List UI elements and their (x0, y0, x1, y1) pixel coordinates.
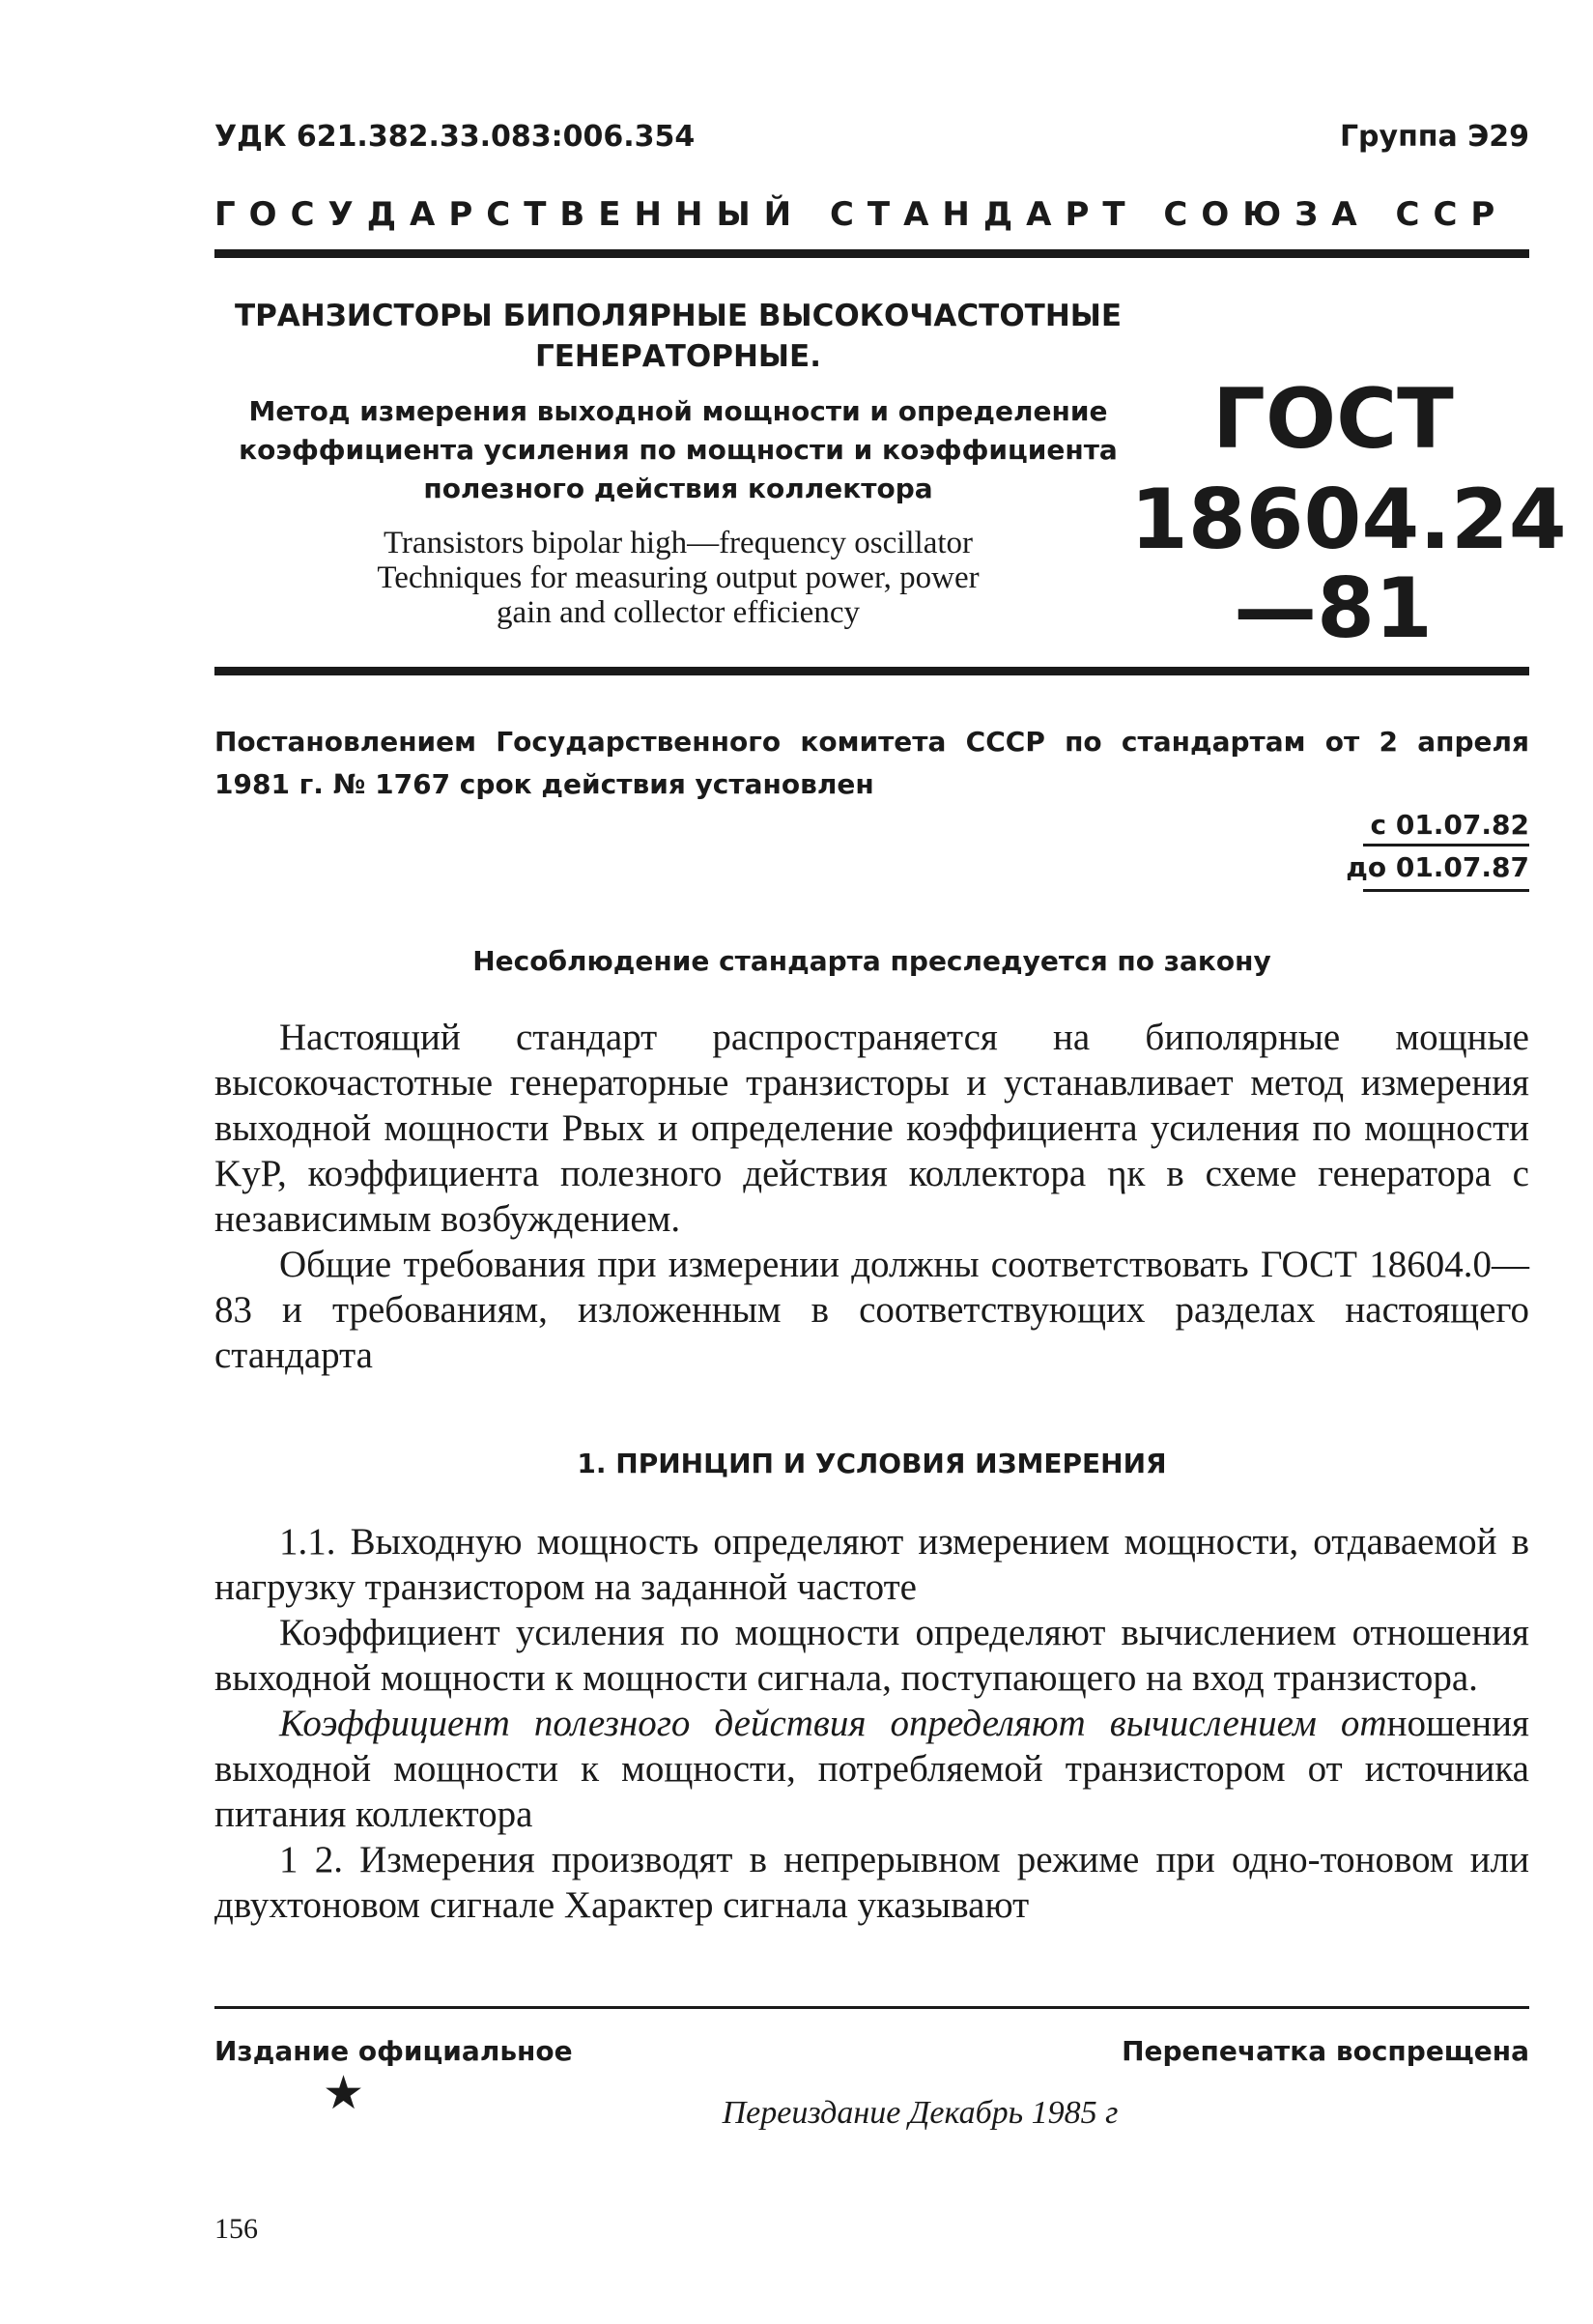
title-method-line: коэффициента усиления по мощности и коэффициента (239, 434, 1118, 466)
section-paragraph: 1 2. Измерения производят в непрерывном режиме при одно-тоновом или двухтоновом сигнале Характер сигнала указывают (214, 1839, 1529, 1926)
title-method (214, 392, 1142, 508)
intro-text (214, 1015, 1529, 1378)
gost-label: ГОСТ (1212, 371, 1454, 468)
title-english (214, 526, 1142, 630)
title-bottom-rule (214, 667, 1529, 675)
date-rule (1363, 889, 1529, 892)
legal-warning: Несоблюдение стандарта преследуется по закону (472, 945, 1271, 977)
title-english-line: gain and collector efficiency (497, 595, 860, 630)
star-icon: ★ (323, 2066, 365, 2120)
page-number: 156 (214, 2213, 258, 2245)
title-method-line: полезного действия коллектора (423, 473, 933, 504)
title-main (214, 296, 1142, 377)
section-heading: 1. ПРИНЦИП И УСЛОВИЯ ИЗМЕРЕНИЯ (577, 1448, 1167, 1479)
italic-phrase: Коэффициент полезного действия определяют вычислением от (279, 1703, 1387, 1744)
group-code: Группа Э29 (1339, 120, 1529, 154)
intro-paragraph: Общие требования при измерении должны соответствовать ГОСТ 18604.0—83 и требованиям, изложенным в соответствующих разделах настоящего стандарта (214, 1244, 1529, 1376)
reissue-note: Переиздание Декабрь 1985 г (722, 2095, 1119, 2131)
title-main-line: ТРАНЗИСТОРЫ БИПОЛЯРНЫЕ ВЫСОКОЧАСТОТНЫЕ (234, 299, 1123, 333)
paragraph-rest: ношения выходной мощности к мощности, потребляемой транзистором от источника питания коллектора (214, 1703, 1529, 1835)
gost-designation (1130, 371, 1567, 657)
intro-paragraph: Настоящий стандарт распространяется на биполярные мощные высокочастотные генераторные транзисторы и устанавливает метод измерения выходной мощности Pвых и определение коэффициента усиления по мощности KуP, коэффициента полезного действия коллектора ηк в схеме генератора с независимым возбуждением. (214, 1017, 1529, 1240)
validity-dates (1336, 804, 1529, 889)
decree-text: Постановлением Государственного комитета СССР по стандартам от 2 апреля 1981 г. № 1767 срок действия установлен (214, 726, 1529, 800)
footer-rule (214, 2006, 1529, 2009)
title-english-line: Transistors bipolar high—frequency oscillator (383, 526, 974, 560)
date-rule (1363, 844, 1529, 846)
section-paragraph (214, 1701, 1529, 1837)
header-rule (214, 249, 1529, 258)
official-edition: Издание официальное (214, 2035, 573, 2067)
title-main-line: ГЕНЕРАТОРНЫЕ. (535, 339, 821, 374)
title-block (214, 296, 1142, 630)
state-standard-heading: ГОСУДАРСТВЕННЫЙ СТАНДАРТ СОЮЗА ССР (214, 195, 1509, 234)
section-text (214, 1519, 1529, 1928)
udk-code: УДК 621.382.33.083:006.354 (214, 120, 696, 154)
valid-from: с 01.07.82 (1370, 809, 1529, 841)
valid-to: до 01.07.87 (1346, 851, 1529, 883)
gost-number: 18604.24—81 (1130, 472, 1567, 657)
section-paragraph: Коэффициент усиления по мощности определяют вычислением отношения выходной мощности к мощности сигнала, поступающего на вход транзистора. (214, 1612, 1529, 1699)
title-english-line: Techniques for measuring output power, power (377, 560, 980, 595)
section-paragraph: 1.1. Выходную мощность определяют измерением мощности, отдаваемой в нагрузку транзистором на заданной частоте (214, 1521, 1529, 1608)
reprint-notice: Перепечатка воспрещена (1122, 2035, 1529, 2067)
title-method-line: Метод измерения выходной мощности и определение (248, 395, 1108, 427)
